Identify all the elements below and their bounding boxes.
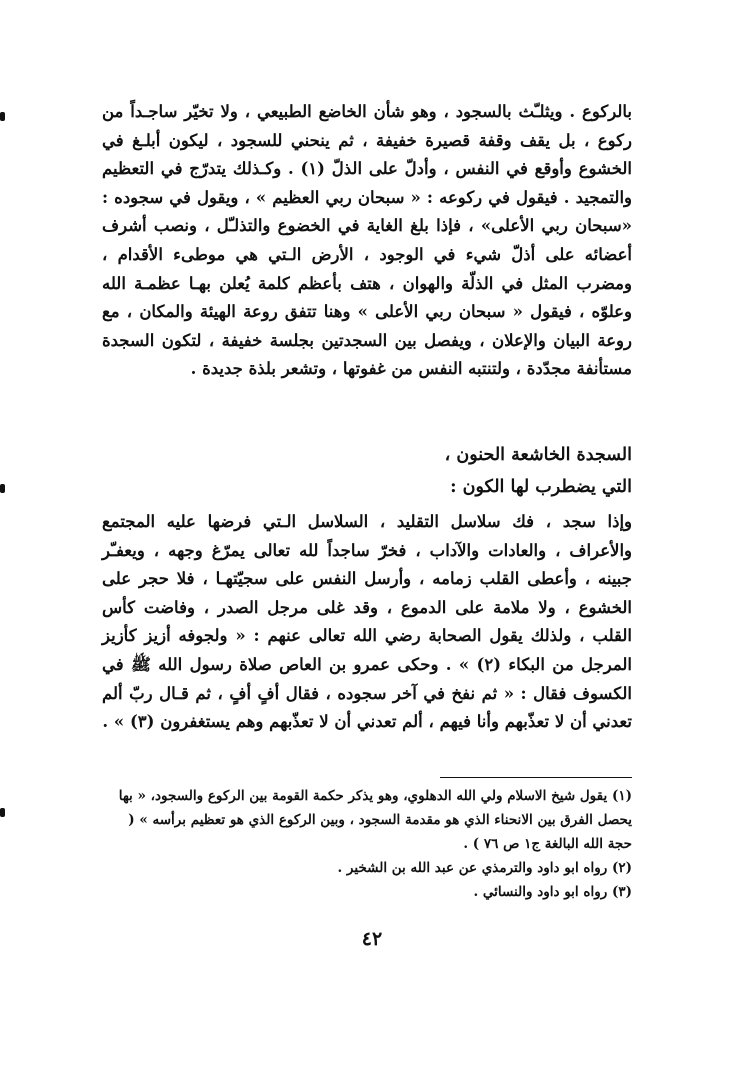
margin-mark-top	[0, 112, 5, 121]
paragraph-1-text: بالركوع . ويثلـّث بالسجود ، وهو شأن الخاضع الطبيعي ، ولا تخيّر ساجـداً من ركوع ، بل يقف وقفة قصيرة خفيفة ، ثم ينحني للسجود ، ليكون أبلـغ في الخشوع وأوقع في النفس ، وأدلّ على الذلّ (١) . وكـذلك يتدرّج في التعظيم والتمجيد . فيقول في ركوعه : « سبحان ربي العظيم » ، ويقول في سجوده : «سبحان ربي الأعلى» ، فإذا بلغ الغاية في الخضوع والتذلـّل ، ونصب أشرف أعضائه على أذلّ شيء في الوجود ، الأرض الـتي هي موطىء الأقدام ، ومضرب المثل في الذلّة والهوان ، هتف بأعظم كلمة يُعلن بهـا عظمـة الله وعلوّه ، فيقول « سبحان ربي الأعلى » وهنا تتفق روعة الهيئة والمكان ، مع روعة البيان والإعلان ، ويفصل بين السجدتين بجلسة خفيفة ، لتكون السجدة مستأنفة مجدّدة ، ولتنتبه النفس من غفوتها ، وتشعر بلذة جديدة .	[102, 102, 632, 379]
margin-mark-middle	[0, 484, 5, 493]
paragraph-sujud	[102, 508, 632, 737]
section-heading-line-2: التي يضطرب لها الكون :	[450, 477, 632, 497]
paragraph-2-text: وإذا سجد ، فك سلاسل التقليد ، السلاسل الـتي فرضها عليه المجتمع والأعراف ، والعادات والآداب ، فخرّ ساجداً لله تعالى يمرّغ وجهه ، ويعفـّر جبينه ، وأعطى القلب زمامه ، وأرسل النفس على سجيّتهـا ، فلا حجر على الخشوع ، ولا ملامة على الدموع ، وقد غلى مرجل الصدر ، وفاضت كأس القلب ، ولذلك يقول الصحابة رضي الله تعالى عنهم : « ولجوفه أزيز كأزيز المرجل من البكاء (٢) » . وحكى عمرو بن العاص صلاة رسول الله ﷺ في الكسوف فقال : « ثم نفخ في آخر سجوده ، فقال أفٍ أفٍ ، ثم قـال ربّ ألم تعدني أن لا تعذّبهم وأنا فيهم ، ألم تعدني أن لا تعذّبهم وهم يستغفرون (٣) » .	[102, 512, 632, 732]
footnote-1: (١) يقول شيخ الاسلام ولي الله الدهلوي، وهو يذكر حكمة القومة بين الركوع والسجود، « بها يحصل الفرق بين الانحناء الذي هو مقدمة السجود ، وبين الركوع الذي هو تعظيم برأسه » ( حجة الله البالغة ج١ ص ٧٦ ) .	[118, 788, 632, 852]
footnotes	[106, 784, 632, 904]
footnote-2: (٢) رواه ابو داود والترمذي عن عبد الله بن الشخير .	[337, 860, 632, 876]
margin-mark-bottom	[0, 808, 5, 817]
footnote-3: (٣) رواه ابو داود والنسائي .	[473, 884, 632, 900]
section-heading-line-1: السجدة الخاشعة الحنون ،	[444, 445, 632, 465]
page-number: ٤٢	[361, 928, 383, 950]
footnote-separator	[440, 777, 632, 778]
paragraph-prostration	[102, 98, 632, 384]
